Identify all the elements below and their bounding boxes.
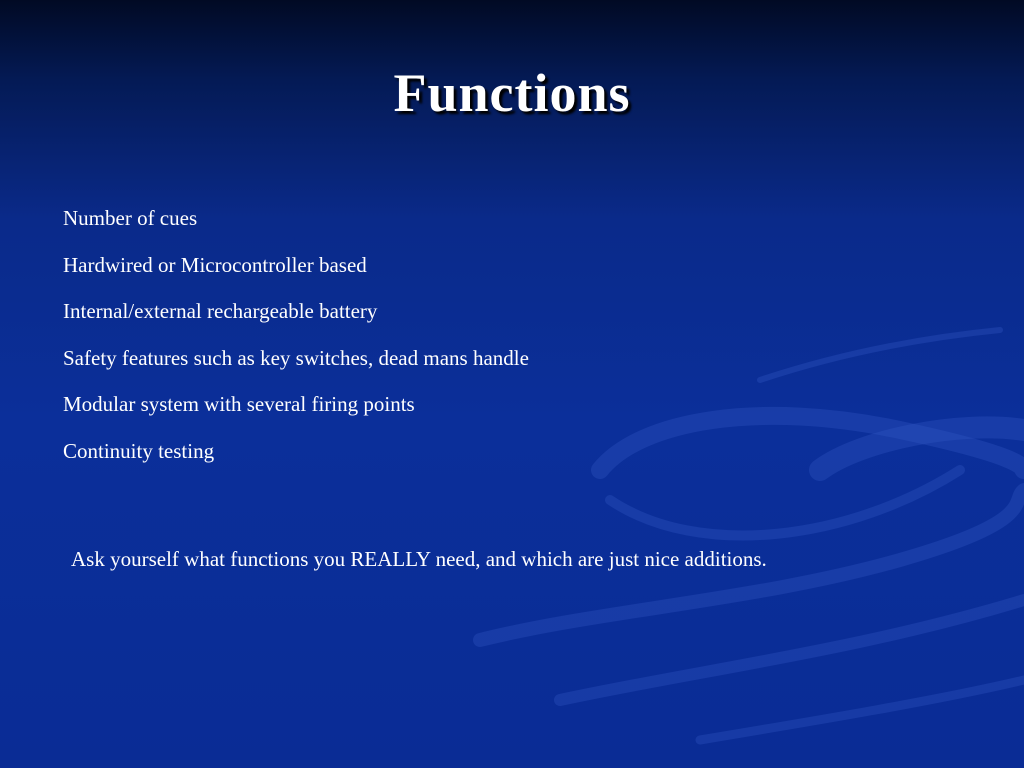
advice-note: Ask yourself what functions you REALLY need, and which are just nice additions. — [71, 547, 767, 571]
list-item: Safety features such as key switches, dead mans handle — [63, 345, 529, 370]
list-item: Hardwired or Microcontroller based — [63, 252, 367, 277]
list-item: Modular system with several firing points — [63, 392, 415, 416]
list-item: Internal/external rechargeable battery — [63, 299, 378, 323]
slide-title: Functions — [393, 63, 631, 123]
swirl-curve — [700, 680, 1024, 740]
bullet-list — [63, 205, 529, 484]
list-item: Continuity testing — [63, 438, 215, 463]
swirl-curve — [760, 330, 1000, 380]
swirl-curve — [610, 470, 960, 536]
list-item: Number of cues — [63, 206, 198, 230]
